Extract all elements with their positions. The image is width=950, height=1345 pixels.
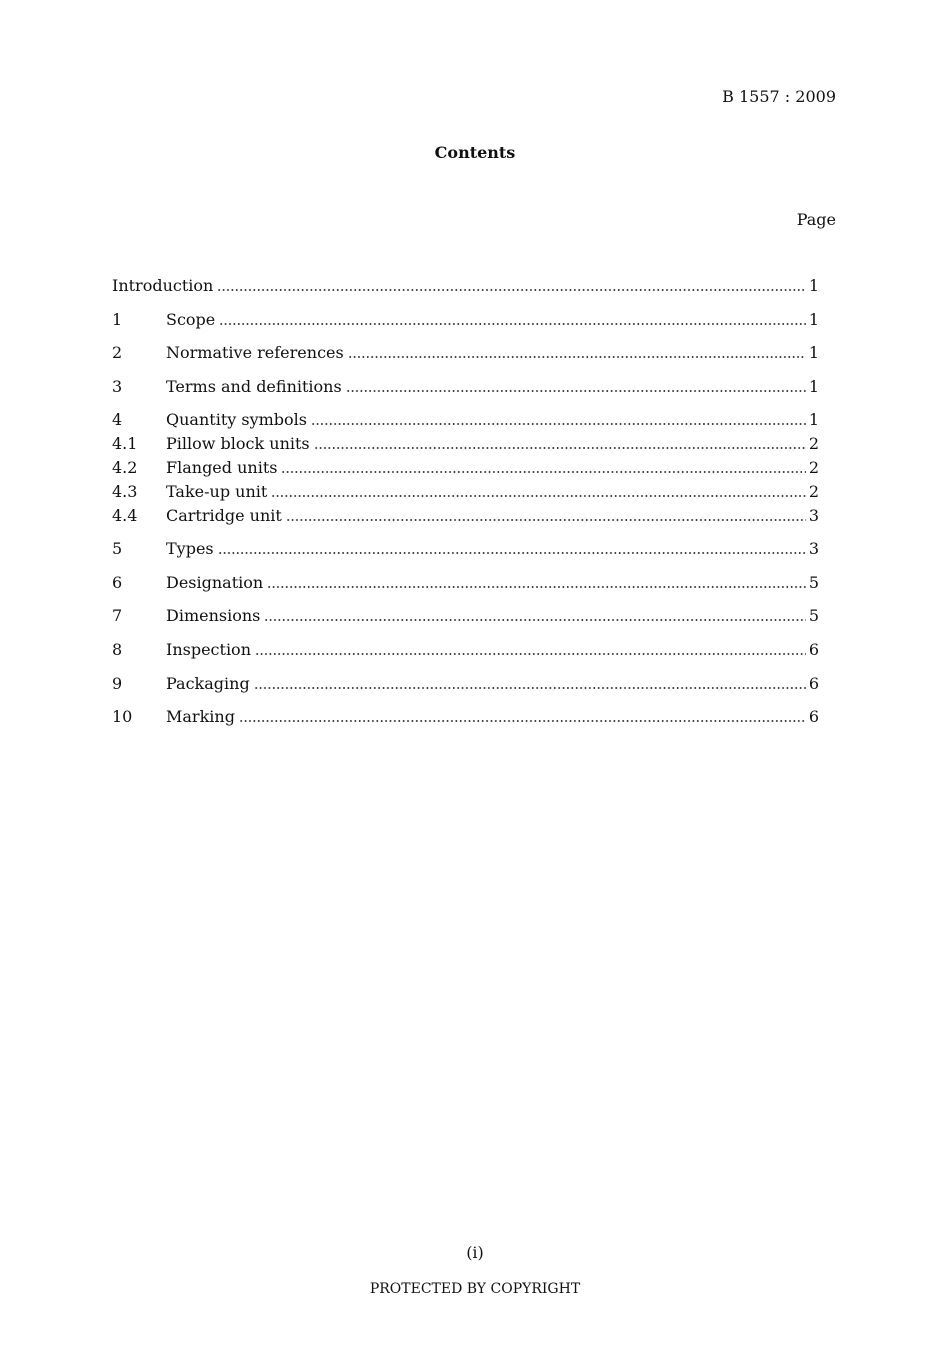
toc-entry-title: Inspection: [166, 640, 251, 659]
toc-entry[interactable]: [112, 573, 819, 595]
dot-leader: [346, 389, 806, 393]
toc-entry-title: Quantity symbols: [166, 410, 307, 429]
toc-entry-number: 10: [112, 707, 133, 726]
dot-leader: [217, 288, 805, 292]
toc-entry-page: 2: [808, 434, 819, 453]
dot-leader: [255, 652, 806, 656]
toc-entry-number: 4.4: [112, 506, 138, 525]
dot-leader: [271, 494, 805, 498]
toc-entry-title: Types: [166, 539, 214, 558]
toc-entry-page: 2: [808, 482, 819, 501]
toc-entry-title: Take-up unit: [166, 482, 268, 501]
dot-leader: [254, 686, 806, 690]
toc-entry-title: Cartridge unit: [166, 506, 282, 525]
toc-entry-number: 4: [112, 410, 123, 429]
toc-entry-number: 4.2: [112, 458, 138, 477]
dot-leader: [286, 518, 806, 522]
toc-entry-number: 9: [112, 674, 123, 693]
toc-entry-page: 5: [808, 606, 819, 625]
toc-entry-number: 2: [112, 343, 123, 362]
page-folio: (i): [466, 1243, 484, 1262]
toc-entry-title: Marking: [166, 707, 235, 726]
toc-entry-title: Introduction: [112, 276, 214, 295]
toc-entry-page: 6: [808, 640, 819, 659]
toc-entry-title: Dimensions: [166, 606, 261, 625]
toc-entry-page: 1: [808, 377, 819, 396]
toc-entry[interactable]: [112, 674, 819, 696]
toc-entry[interactable]: [112, 343, 819, 365]
toc-entry-number: 5: [112, 539, 123, 558]
toc-entry[interactable]: [112, 482, 819, 504]
toc-entry[interactable]: [112, 310, 819, 332]
toc-entry-number: 8: [112, 640, 123, 659]
toc-entry-page: 2: [808, 458, 819, 477]
toc-entry-number: 1: [112, 310, 123, 329]
toc-entry[interactable]: [112, 458, 819, 480]
dot-leader: [314, 446, 806, 450]
toc-entry-number: 7: [112, 606, 123, 625]
toc-entry-page: 5: [808, 573, 819, 592]
toc-entry[interactable]: [112, 707, 819, 729]
toc-entry[interactable]: [112, 410, 819, 432]
toc-entry-page: 3: [808, 506, 819, 525]
toc-entry-title: Scope: [166, 310, 216, 329]
toc-entry-page: 1: [808, 410, 819, 429]
toc-entry-title: Flanged units: [166, 458, 278, 477]
toc-entry-page: 1: [808, 276, 819, 295]
toc-entry[interactable]: [112, 539, 819, 561]
toc-entry-page: 3: [808, 539, 819, 558]
toc-entry[interactable]: [112, 276, 819, 298]
toc-entry-number: 4.3: [112, 482, 138, 501]
copyright-notice: PROTECTED BY COPYRIGHT: [369, 1281, 581, 1297]
toc-entry[interactable]: [112, 506, 819, 528]
toc-entry[interactable]: [112, 606, 819, 628]
toc-entry-title: Terms and definitions: [166, 377, 342, 396]
dot-leader: [348, 355, 806, 359]
toc-entry-number: 6: [112, 573, 123, 592]
standard-number: B 1557 : 2009: [722, 87, 836, 106]
toc-entry[interactable]: [112, 434, 819, 456]
toc-entry-title: Designation: [166, 573, 264, 592]
dot-leader: [218, 551, 806, 555]
toc-entry-title: Normative references: [166, 343, 344, 362]
dot-leader: [239, 719, 806, 723]
toc-entry[interactable]: [112, 640, 819, 662]
toc-entry-number: 4.1: [112, 434, 138, 453]
toc-entry-number: 3: [112, 377, 123, 396]
toc-entry-title: Packaging: [166, 674, 250, 693]
toc-entry-page: 6: [808, 674, 819, 693]
dot-leader: [311, 422, 806, 426]
toc-entry[interactable]: [112, 377, 819, 399]
toc-entry-page: 1: [808, 343, 819, 362]
dot-leader: [267, 585, 806, 589]
page-title: Contents: [434, 143, 516, 162]
toc-entry-page: 1: [808, 310, 819, 329]
dot-leader: [264, 618, 805, 622]
toc-entry-page: 6: [808, 707, 819, 726]
toc-entry-title: Pillow block units: [166, 434, 310, 453]
dot-leader: [219, 322, 806, 326]
page-column-label: Page: [796, 210, 836, 229]
dot-leader: [281, 470, 805, 474]
